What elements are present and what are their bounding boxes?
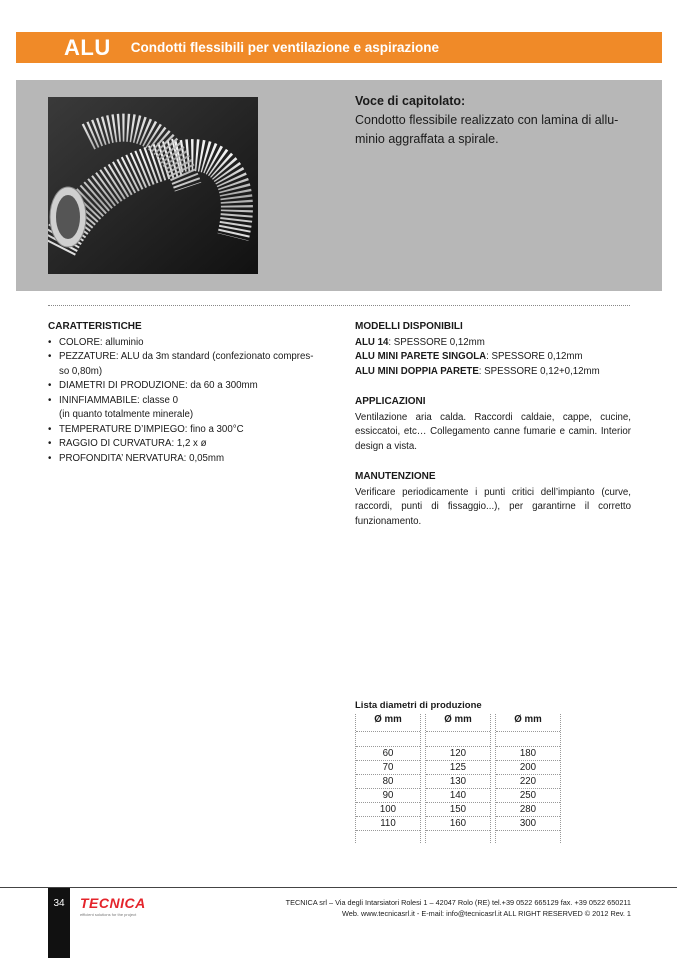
list-item: • ININFIAMMABILE: classe 0 [48, 394, 333, 409]
caratteristiche-title: CARATTERISTICHE [48, 321, 142, 332]
list-item: • COLORE: alluminio [48, 336, 333, 351]
product-subtitle: Condotti flessibili per ventilazione e aspirazione [130, 40, 440, 55]
modelli-title: MODELLI DISPONIBILI [355, 321, 463, 332]
duct-image-icon [48, 97, 258, 274]
table-cell: 130 [426, 775, 490, 789]
manutenzione-text: Verificare periodicamente i punti critici dell’impianto (curve, raccordi, punti di fissaggio...), per garantirne il corretto funzionamento. [355, 486, 631, 527]
table-cell: 60 [356, 747, 420, 761]
model-line: ALU MINI DOPPIA PARETE: SPESSORE 0,12+0,12mm [355, 365, 600, 377]
table-cell: 150 [426, 803, 490, 817]
diameters-table [355, 700, 565, 843]
table-cell: 200 [496, 761, 560, 775]
table-cell: 90 [356, 789, 420, 803]
model-line: ALU MINI PARETE SINGOLA: SPESSORE 0,12mm [355, 351, 583, 362]
right-column [355, 320, 631, 529]
product-code: ALU [64, 34, 111, 60]
voce-title: Voce di capitolato: [355, 94, 466, 108]
manutenzione-title: MANUTENZIONE [355, 471, 436, 482]
list-item-continuation: so 0,80m) [59, 365, 103, 377]
list-item: • PEZZATURE: ALU da 3m standard (confezionato compres- [48, 350, 333, 365]
column-header: Ø mm [426, 714, 490, 732]
voce-capitolato [355, 94, 640, 149]
column-header: Ø mm [496, 714, 560, 732]
footer-contacts [286, 897, 631, 919]
footer-divider [0, 887, 677, 888]
table-cell: 140 [426, 789, 490, 803]
product-photo [48, 97, 258, 274]
table-cell: 280 [496, 803, 560, 817]
table-cell: 250 [496, 789, 560, 803]
table-cell: 220 [496, 775, 560, 789]
table-cell: 110 [356, 817, 420, 831]
diameter-column [495, 714, 561, 843]
table-cell: 80 [356, 775, 420, 789]
table-cell: 70 [356, 761, 420, 775]
table-cell: 160 [426, 817, 490, 831]
footer-web: Web. www.tecnicasrl.it - E-mail: info@tecnicasrl.it ALL RIGHT RESERVED © 2012 Rev. 1 [342, 909, 631, 918]
voce-description: Condotto flessibile realizzato con lamina di allu- minio aggraffata a spirale. [355, 113, 619, 146]
table-cell: 180 [496, 747, 560, 761]
applicazioni-section [355, 395, 631, 454]
applicazioni-text: Ventilazione aria calda. Raccordi caldaie, cappe, cucine, essiccatoi, etc… Collegamento canne fumarie e camin. Interior design a vista. [355, 411, 631, 452]
column-header: Ø mm [356, 714, 420, 732]
diameter-column [425, 714, 491, 843]
diameter-column [355, 714, 421, 843]
company-logo [80, 895, 146, 917]
manutenzione-section [355, 470, 631, 529]
logo-tagline: efficient solutions for the project [80, 912, 137, 917]
caratteristiche-section [48, 320, 333, 466]
page-number: 34 [53, 898, 65, 909]
list-item: • PROFONDITA’ NERVATURA: 0,05mm [48, 452, 333, 467]
list-item-continuation: (in quanto totalmente minerale) [59, 409, 194, 420]
header-bar [16, 32, 662, 63]
table-cell: 125 [426, 761, 490, 775]
list-item: • DIAMETRI DI PRODUZIONE: da 60 a 300mm [48, 379, 333, 394]
table-cell: 100 [356, 803, 420, 817]
list-item: • TEMPERATURE D’IMPIEGO: fino a 300°C [48, 423, 333, 438]
section-divider [48, 305, 630, 306]
caratteristiche-list [48, 336, 333, 467]
model-line: ALU 14: SPESSORE 0,12mm [355, 336, 485, 348]
applicazioni-title: APPLICAZIONI [355, 396, 426, 407]
list-item: • RAGGIO DI CURVATURA: 1,2 x ø [48, 437, 333, 452]
diameters-columns [355, 714, 565, 843]
footer-address: TECNICA srl – Via degli Intarsiatori Rolesi 1 – 42047 Rolo (RE) tel.+39 0522 665129 fax. +39 0522 650211 [285, 898, 631, 907]
table-cell: 120 [426, 747, 490, 761]
product-panel [16, 80, 662, 291]
diameters-table-title: Lista diametri di produzione [355, 700, 482, 711]
logo-wordmark: TECNICA [80, 895, 146, 911]
modelli-section [355, 320, 631, 379]
table-cell: 300 [496, 817, 560, 831]
